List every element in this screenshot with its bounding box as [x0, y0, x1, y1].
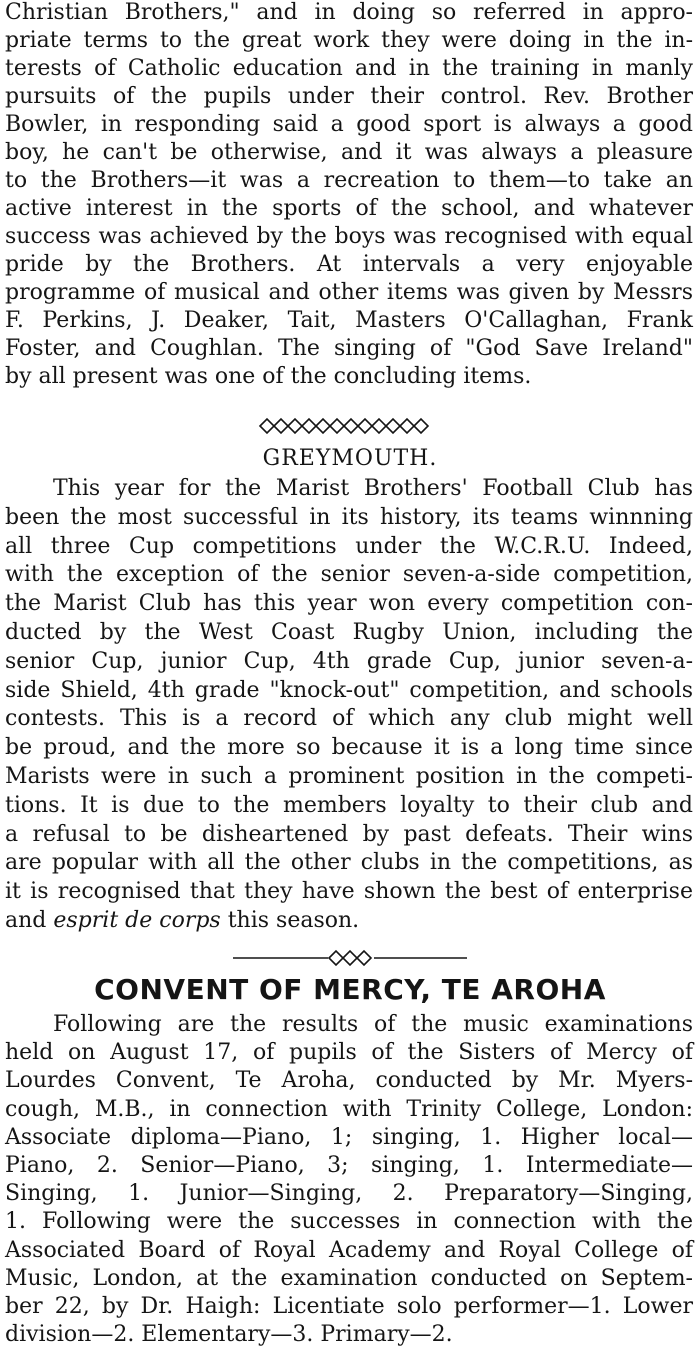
text-line: ducted by the West Coast Rugby Union, including the	[5, 620, 693, 645]
diamond-ornament	[288, 419, 302, 433]
text-line: to the Brothers—it was a recreation to them—to take an	[5, 168, 693, 193]
text-line: ber 22, by Dr. Haigh: Licentiate solo performer—1. Lower	[5, 1294, 693, 1319]
text-line: held on August 17, of pupils of the Sisters of Mercy of	[5, 1040, 693, 1066]
text-line: 1. Following were the successes in connection with the	[5, 1209, 693, 1235]
diamond-ornament	[344, 419, 358, 433]
diamond-ornament	[414, 419, 428, 433]
text-line: Singing, 1. Junior—Singing, 2. Preparatory—Singing,	[5, 1181, 693, 1207]
text-line: Marists were in such a prominent position in the competi-	[5, 764, 693, 789]
text-line: the Marist Club has this year won every competition con-	[5, 591, 693, 617]
text-line: programme of musical and other items was given by Messrs	[5, 280, 693, 305]
text-line: a refusal to be disheartened by past defeats. Their wins	[5, 821, 693, 847]
text-line: pursuits of the pupils under their control. Rev. Brother	[5, 84, 693, 109]
text-line: side Shield, 4th grade "knock-out" competition, and schools	[5, 677, 693, 703]
text-line: senior Cup, junior Cup, 4th grade Cup, junior seven-a-	[5, 648, 693, 674]
text-line: tions. It is due to the members loyalty to their club and	[5, 792, 693, 818]
text-line: with the exception of the senior seven-a-side competition,	[5, 562, 693, 588]
text-line: by all present was one of the concluding items.	[5, 364, 532, 389]
text-line: contests. This is a record of which any club might well	[5, 706, 693, 732]
rule-diamond-divider	[233, 948, 467, 968]
text-line: it is recognised that they have shown the best of enterprise	[5, 879, 693, 905]
diamond-ornament	[316, 419, 330, 433]
text-line: boy, he can't be otherwise, and it was always a pleasure	[5, 140, 693, 165]
text-line: success was achieved by the boys was recognised with equal	[5, 224, 693, 249]
diamond-ornament	[372, 419, 386, 433]
text-line: Lourdes Convent, Te Aroha, conducted by Mr. Myers-	[5, 1068, 693, 1094]
greymouth-heading: GREYMOUTH.	[262, 446, 438, 471]
diamond-ornament	[386, 419, 400, 433]
text-line: Foster, and Coughlan. The singing of "God Save Ireland"	[5, 336, 693, 361]
text-line: terests of Catholic education and in the training in manly	[5, 56, 693, 81]
text-line: This year for the Marist Brothers' Football Club has	[53, 476, 693, 501]
diamond-ornament	[274, 419, 288, 433]
text-line: division—2. Elementary—3. Primary—2.	[5, 1322, 453, 1348]
greymouth-last-line: and esprit de corps this season.	[5, 908, 360, 933]
text-line: Following are the results of the music examinations	[53, 1012, 693, 1037]
diamond-ornament	[260, 419, 274, 433]
text-line: all three Cup competitions under the W.C.R.U. Indeed,	[5, 533, 693, 559]
text-line: be proud, and the more so because it is a long time since	[5, 735, 693, 761]
text-line: been the most successful in its history, its teams winnning	[5, 504, 693, 530]
text-line: active interest in the sports of the school, and whatever	[5, 196, 693, 221]
diamond-ornament	[330, 419, 344, 433]
text-line: Christian Brothers," and in doing so referred in appro-	[5, 0, 693, 25]
text-line: Bowler, in responding said a good sport is always a good	[5, 112, 693, 137]
text-line: cough, M.B., in connection with Trinity College, London:	[5, 1096, 693, 1122]
text-line: Associated Board of Royal Academy and Royal College of	[5, 1237, 693, 1263]
diamond-ornament-divider	[258, 416, 434, 436]
diamond-ornament	[302, 419, 316, 433]
text-line: F. Perkins, J. Deaker, Tait, Masters O'Callaghan, Frank	[5, 308, 693, 333]
text-line: are popular with all the other clubs in the competitions, as	[5, 850, 693, 876]
diamond-ornament	[358, 419, 372, 433]
text-line: pride by the Brothers. At intervals a very enjoyable	[5, 252, 693, 277]
text-line: Associate diploma—Piano, 1; singing, 1. Higher local—	[5, 1124, 693, 1150]
text-line: Music, London, at the examination conducted on Septem-	[5, 1265, 693, 1291]
diamond-ornament	[400, 419, 414, 433]
text-line: Piano, 2. Senior—Piano, 3; singing, 1. Intermediate—	[5, 1153, 693, 1178]
convent-of-mercy-heading: CONVENT OF MERCY, TE AROHA	[94, 973, 606, 1006]
text-line: priate terms to the great work they were doing in the in-	[5, 28, 693, 53]
